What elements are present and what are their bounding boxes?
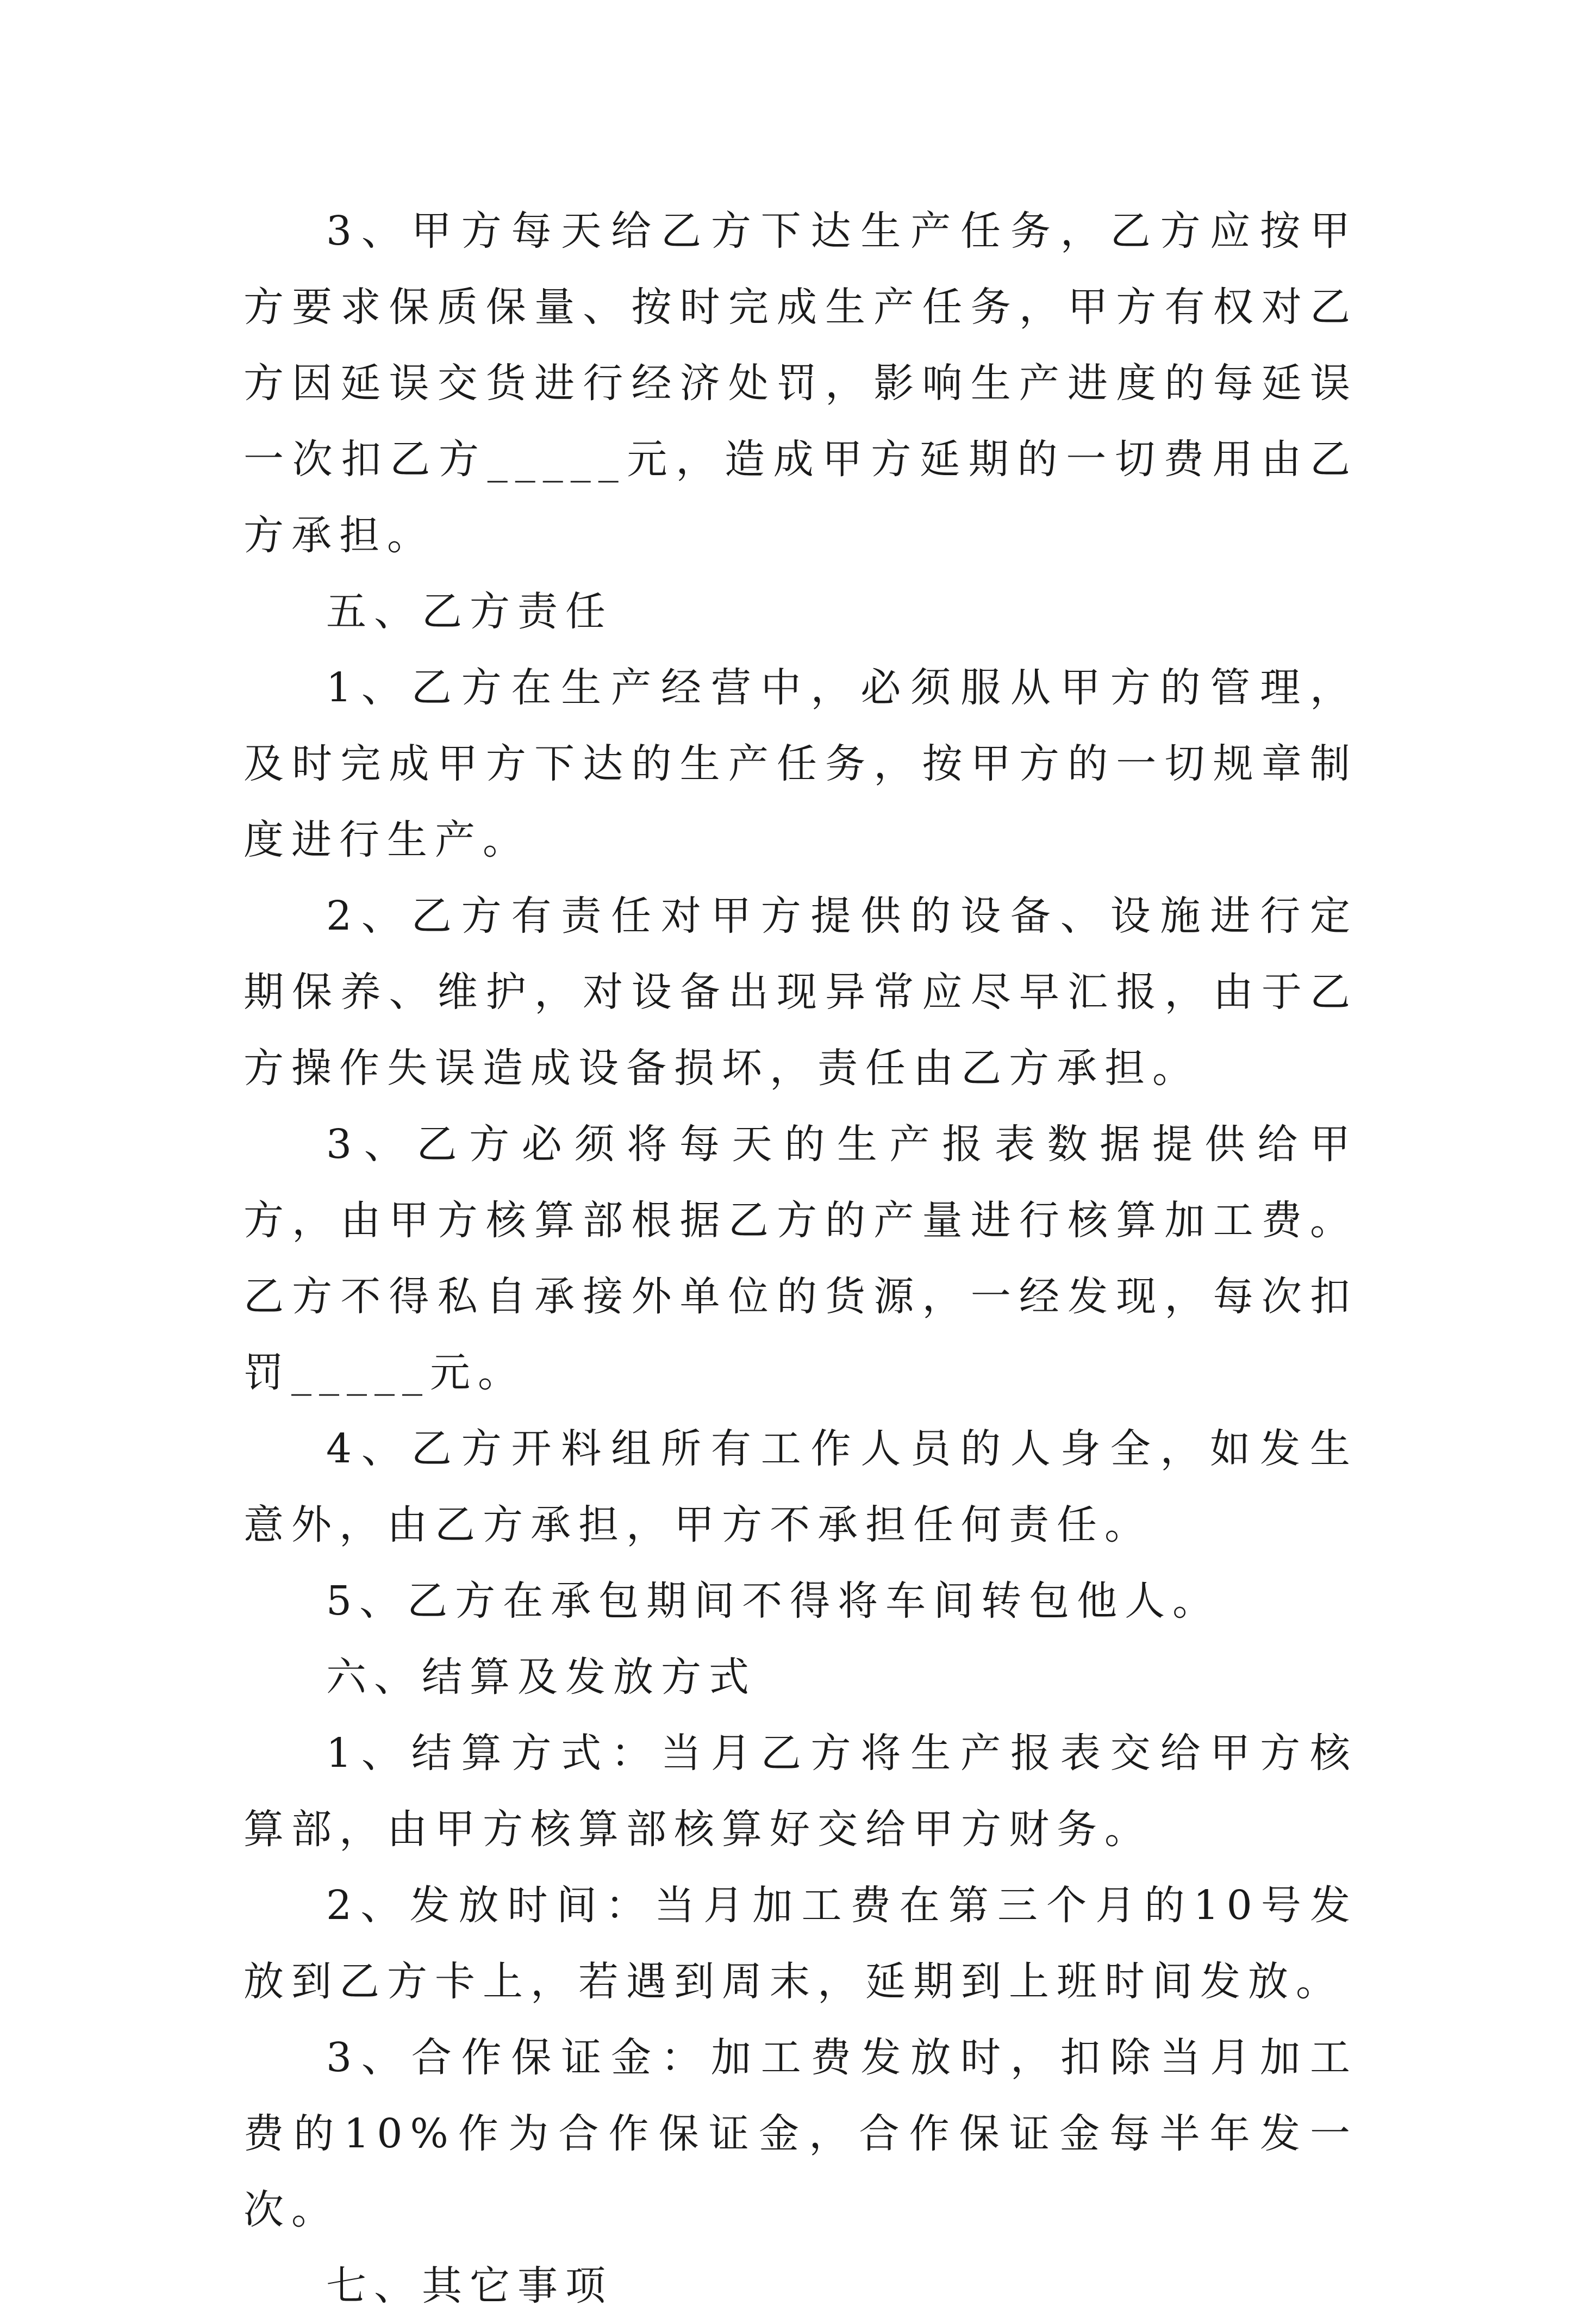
paragraph-5-5: 5、乙方在承包期间不得将车间转包他人。 [326,1578,1221,1624]
paragraph-5-4: 4、乙方开料组所有工作人员的人身全，如发生意外，由乙方承担，甲方不承担任何责任。 [244,1425,1358,1548]
section-heading-5: 五、乙方责任 [326,588,613,635]
paragraph-3-penalty: 3、甲方每天给乙方下达生产任务，乙方应按甲方要求保质保量、按时完成生产任务，甲方有权对乙方因延误交货进行经济处罚，影响生产进度的每延误一次扣乙方_____元，造成甲方延期的一切费用由乙方承担。 [244,208,1358,559]
paragraph-5-3: 3、乙方必须将每天的生产报表数据提供给甲方，由甲方核算部根据乙方的产量进行核算加工费。乙方不得私自承接外单位的货源，一经发现，每次扣罚_____元。 [244,1121,1358,1396]
section-heading-7: 七、其它事项 [326,2263,613,2309]
paragraph-6-3: 3、合作保证金：加工费发放时，扣除当月加工费的10%作为合作保证金，合作保证金每半年发一次。 [244,2034,1358,2233]
paragraph-5-2: 2、乙方有责任对甲方提供的设备、设施进行定期保养、维护，对设备出现异常应尽早汇报，由于乙方操作失误造成设备损坏，责任由乙方承担。 [244,893,1358,1092]
document-body [244,193,1358,2324]
paragraph-6-1: 1、结算方式：当月乙方将生产报表交给甲方核算部，由甲方核算部核算好交给甲方财务。 [244,1730,1358,1853]
paragraph-5-1: 1、乙方在生产经营中，必须服从甲方的管理，及时完成甲方下达的生产任务，按甲方的一切规章制度进行生产。 [244,664,1358,863]
paragraph-6-2: 2、发放时间：当月加工费在第三个月的10号发放到乙方卡上，若遇到周末，延期到上班时间发放。 [244,1882,1358,2005]
section-heading-6: 六、结算及发放方式 [326,1654,757,1700]
